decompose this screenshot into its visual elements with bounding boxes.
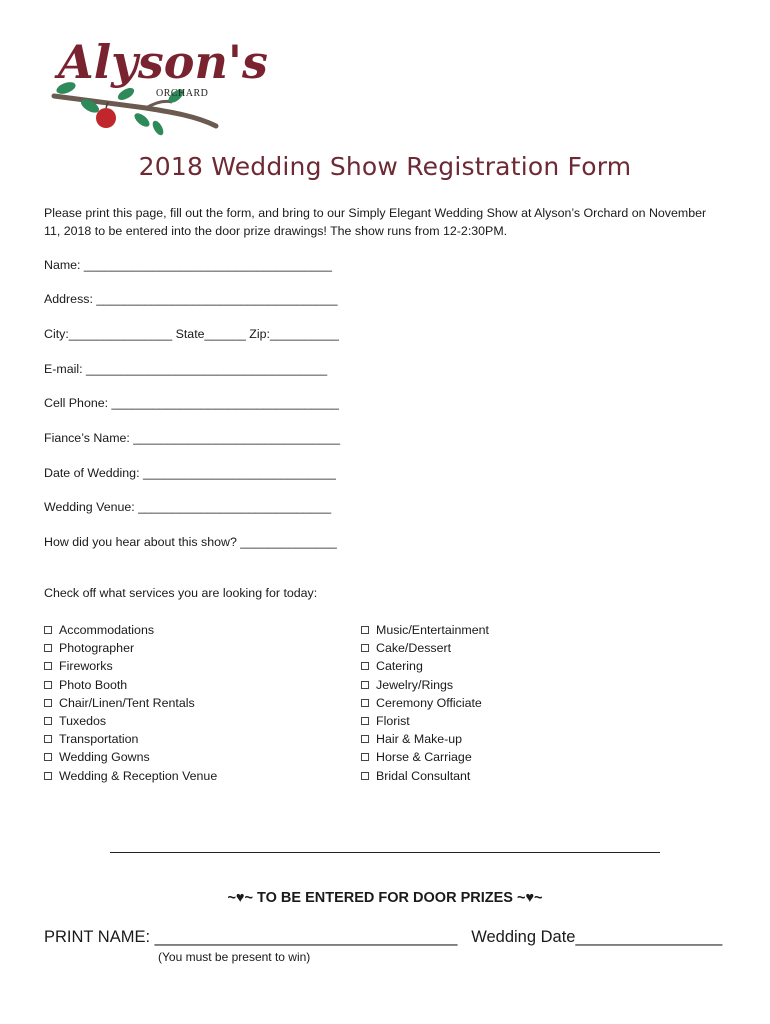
checkbox-icon[interactable] [361,644,369,652]
checkbox-icon[interactable] [361,662,369,670]
services-list-left [44,621,217,785]
checkbox-icon[interactable] [44,717,52,725]
checkbox-icon[interactable] [44,681,52,689]
alysons-orchard-logo [46,30,268,140]
intro-text: Please print this page, fill out the form, and bring to our Simply Elegant Wedding Show at Alyson’s Orchard on November 11, 2018 to be entered into the door prize drawings! The show runs from 12-2:30PM. [44,206,707,238]
checkbox-icon[interactable] [361,772,369,780]
logo-graphic [46,30,268,140]
city-state-zip-field[interactable]: City:_______________ State______ Zip:__________ [44,327,339,341]
service-item[interactable]: Music/Entertainment [361,621,489,639]
checkbox-icon[interactable] [361,735,369,743]
service-item[interactable]: Wedding & Reception Venue [44,767,217,785]
service-item[interactable]: Fireworks [44,657,217,675]
service-item[interactable]: Photo Booth [44,676,217,694]
checkbox-icon[interactable] [361,753,369,761]
name-field[interactable]: Name: ____________________________________ [44,258,333,272]
apple-icon [96,108,116,128]
heard-about-field[interactable]: How did you hear about this show? ______________ [44,535,337,549]
service-item[interactable]: Horse & Carriage [361,748,489,766]
checkbox-icon[interactable] [361,626,369,634]
wedding-venue-field[interactable]: Wedding Venue: ____________________________ [44,500,332,514]
service-item[interactable]: Ceremony Officiate [361,694,489,712]
checkbox-icon[interactable] [361,699,369,707]
logo-brand-text: Alyson's [58,35,268,89]
service-item[interactable]: Accommodations [44,621,217,639]
door-prize-heading: ~♥~ TO BE ENTERED FOR DOOR PRIZES ~♥~ [227,890,543,906]
checkbox-icon[interactable] [361,681,369,689]
checkbox-icon[interactable] [44,644,52,652]
service-item[interactable]: Jewelry/Rings [361,676,489,694]
checkbox-icon[interactable] [361,717,369,725]
checkbox-icon[interactable] [44,699,52,707]
service-item[interactable]: Tuxedos [44,712,217,730]
page-title: 2018 Wedding Show Registration Form [138,152,632,181]
leaf-icon [132,111,152,129]
cut-line-divider [110,852,660,853]
services-list-right [361,621,489,785]
checkbox-icon[interactable] [44,772,52,780]
checkbox-icon[interactable] [44,753,52,761]
present-to-win-note: (You must be present to win) [158,950,311,964]
service-item[interactable]: Florist [361,712,489,730]
cell-phone-field[interactable]: Cell Phone: _________________________________ [44,396,339,410]
service-item[interactable]: Wedding Gowns [44,748,217,766]
service-item[interactable]: Transportation [44,730,217,748]
address-field[interactable]: Address: ___________________________________ [44,292,338,306]
service-item[interactable]: Cake/Dessert [361,639,489,657]
service-item[interactable]: Chair/Linen/Tent Rentals [44,694,217,712]
checkbox-icon[interactable] [44,626,52,634]
service-item[interactable]: Photographer [44,639,217,657]
leaf-icon [151,119,166,137]
checkbox-icon[interactable] [44,662,52,670]
services-heading: Check off what services you are looking for today: [44,586,318,600]
print-name-field[interactable]: PRINT NAME: _________________________________ Wedding Date________________ [44,928,723,946]
email-field[interactable]: E-mail: ___________________________________ [44,362,328,376]
service-item[interactable]: Catering [361,657,489,675]
logo-sub-text: ORCHARD [156,88,209,99]
service-item[interactable]: Bridal Consultant [361,767,489,785]
date-of-wedding-field[interactable]: Date of Wedding: ____________________________ [44,466,336,480]
service-item[interactable]: Hair & Make-up [361,730,489,748]
checkbox-icon[interactable] [44,735,52,743]
fiance-name-field[interactable]: Fiance’s Name: ______________________________ [44,431,341,445]
